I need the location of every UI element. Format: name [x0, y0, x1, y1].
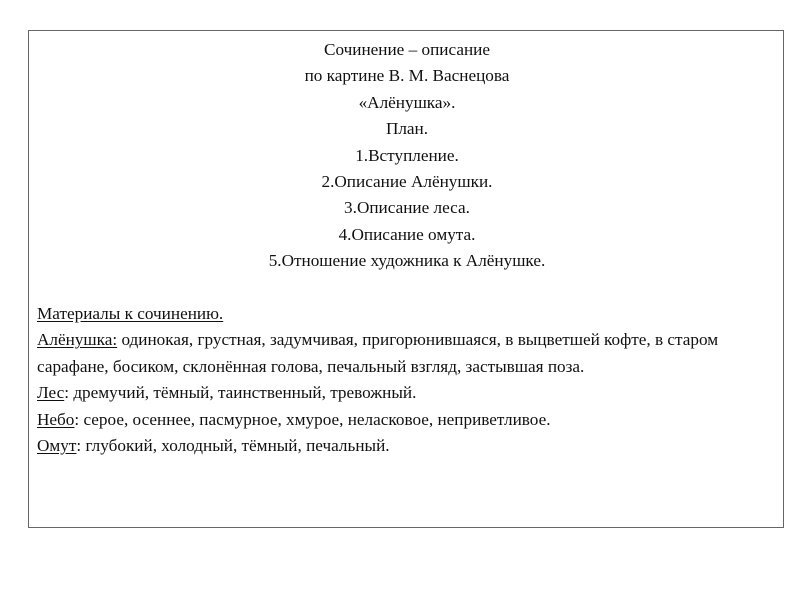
- material-omut: [37, 433, 777, 459]
- blank-line: [37, 275, 777, 301]
- material-text: глубокий, холодный, тёмный, печальный.: [81, 436, 390, 456]
- plan-item-4: 4.Описание омута.: [338, 224, 476, 244]
- material-nebo: [37, 407, 777, 433]
- plan-item-5: 5.Отношение художника к Алёнушке.: [268, 251, 546, 271]
- material-alenushka: [37, 327, 777, 380]
- material-separator: :: [76, 436, 82, 456]
- title-line-3: «Алёнушка».: [358, 92, 456, 112]
- material-separator: :: [74, 409, 80, 429]
- title-line-2: по картине В. М. Васнецова: [304, 66, 510, 86]
- material-text: одинокая, грустная, задумчивая, пригорюнившаяся, в выцветшей кофте, в старом сарафане, босиком, склонённая голова, печальный взгляд, застывшая поза.: [37, 330, 719, 376]
- text-frame: [28, 30, 784, 528]
- title-line-1: Сочинение – описание: [324, 40, 490, 59]
- plan-item-3: 3.Описание леса.: [344, 198, 470, 218]
- material-term: Лес: [37, 383, 65, 403]
- material-text: серое, осеннее, пасмурное, хмурое, неласковое, неприветливое.: [79, 409, 551, 429]
- material-text: дремучий, тёмный, таинственный, тревожный.: [69, 383, 417, 403]
- document-content: [37, 37, 777, 459]
- materials-heading-text: Материалы к сочинению.: [37, 304, 224, 324]
- material-term: Алёнушка:: [37, 330, 118, 350]
- plan-item-1: 1.Вступление.: [355, 145, 459, 165]
- plan-item-2: 2.Описание Алёнушки.: [321, 172, 493, 192]
- material-separator: :: [64, 383, 70, 403]
- materials-heading: [37, 301, 777, 327]
- material-term: Небо: [37, 409, 75, 429]
- material-les: [37, 380, 777, 406]
- plan-heading: План.: [385, 119, 429, 139]
- material-term: Омут: [37, 436, 77, 456]
